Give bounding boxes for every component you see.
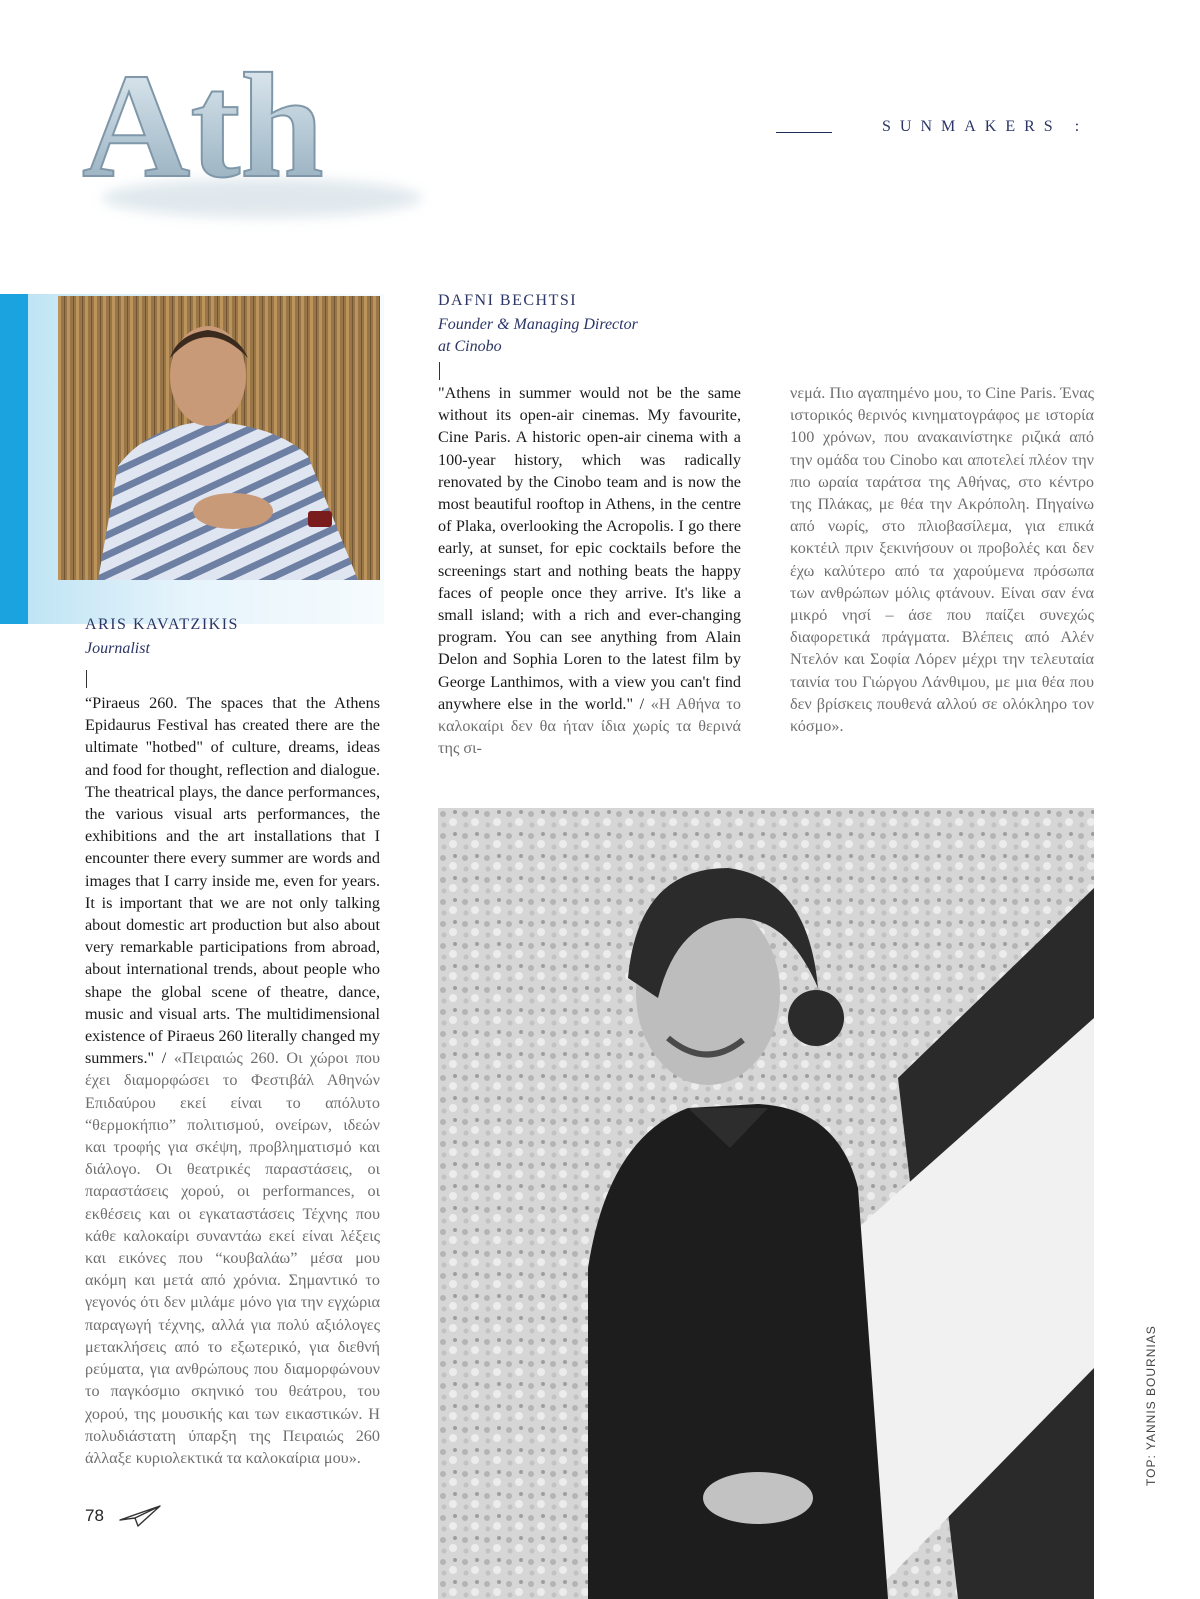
left-english-text: “Piraeus 260. The spaces that the Athens Epidaurus Festival has created there are the ultimate "hotbed" of culture, dreams, ideas and food for thought, reflection and dialogue. The theatrical plays, the dance performances, the various visual arts performances, the exhibitions and the art installations that I encounter there every summer are words and images that I carry inside me, even for years. It is important that we are not only talking about domestic art production but also about very remarkable participations from abroad, about international trends, about people who shape the global scene of theatre, dance, music and visual arts. The multidimensional existence of Piraeus 260 literally changed my summers." / xyxy=(85,694,380,1068)
byline-name-middle: DAFNI BECHTSI xyxy=(438,292,578,309)
accent-bar xyxy=(0,294,28,624)
byline-divider-left xyxy=(86,670,87,688)
byline-role-left: Journalist xyxy=(85,640,150,657)
left-greek-text: «Πειραιώς 260. Οι χώροι που έχει διαμορφώσει το Φεστιβάλ Αθηνών Επιδαύρου εκεί είναι το απόλυτο “θερμοκήπιο” πολιτισμού, ονείρων, ιδεών και τροφής για σκέψη, προβληματισμό και διάλογο. Οι θεατρικές παραστάσεις, οι παραστάσεις χορού, οι performances, οι εκθέσεις και οι εγκαταστάσεις Τέχνης που κάθε καλοκαίρι συναντάω εκεί είναι λέξεις και εικόνες που “κουβαλάω” μέσα μου ακόμη και μετά από χρόνια. Σημαντικό το γεγονός ότι δεν μιλάμε μόνο για την εγχώρια παραγωγή τέχνης, αλλά για πολύ αξιόλογες μετακλήσεις από το εξωτερικό, για διεθνή ρεύματα, για ανθρώπους που διαμορφώνουν το παγκόσμιο σκηνικό του θεάτρου, του χορού, της μουσικής και των εικαστικών. Η πολυδιάστατη ύπαρξη της Πειραιώς 260 άλλαξε κυριολεκτικά τα καλοκαίρια μου». xyxy=(85,1049,380,1467)
middle-english-text: "Athens in summer would not be the same without its open-air cinemas. My favourite, Cine Paris. A historic open-air cinema with a 100-year history, which was radically renovated by the Cinobo team and is now the most beautiful rooftop in Athens, in the centre of Plaka, overlooking the Acropolis. I go there early, at sunset, for epic cocktails before the screenings start and nothing beats the happy faces of people once they arrive. It's like a small island; with a rich and ever-changing program. You can see anything from Alain Delon and Sophia Loren to the latest film by George Lanthimos, with a view you can't find anywhere else in the world." / xyxy=(438,384,741,713)
paper-plane-icon xyxy=(118,1504,162,1528)
byline-role-middle-line1: Founder & Managing Director xyxy=(438,316,638,333)
middle-greek-text: «Η Αθήνα το καλοκαίρι δεν θα ήταν ίδια χωρίς τα θερινά της σι- xyxy=(438,694,741,758)
photo-credit: TOP: YANNIS BOURNIAS xyxy=(1144,1325,1158,1486)
byline-name-left: ARIS KAVATZIKIS xyxy=(85,616,239,633)
portrait-photo-dafni xyxy=(438,808,1094,1599)
byline-divider-middle xyxy=(439,362,440,380)
byline-role-middle-line2: at Cinobo xyxy=(438,338,502,355)
page-number: 78 xyxy=(85,1506,104,1525)
column-left-text xyxy=(85,692,380,1469)
section-label: SUNMAKERS : xyxy=(882,118,1089,135)
section-rule xyxy=(776,132,832,133)
portrait-photo-aris xyxy=(58,296,380,580)
column-middle-text xyxy=(438,382,741,759)
svg-text:Ath: Ath xyxy=(82,48,324,209)
column-right-text: νεμά. Πιο αγαπημένο μου, το Cine Paris. Ένας ιστορικός θερινός κινηματογράφος με ιστορία 100 χρόνων, που ανακαινίστηκε ριζικά από την ομάδα του Cinobo και αποτελεί πλέον την πιο ωραία ταράτσα της Αθήνας, στο κέντρο της Πλάκας, με θέα την Ακρόπολη. Πηγαίνω από νωρίς, στο πλιοβασίλεμα, για επικά κοκτέιλ πριν ξεκινήσουν οι προβολές και δεν έχω καλύτερο από τα χαρούμενα πρόσωπα των ανθρώπων μόλις φτάνουν. Είναι σαν ένα μικρό νησί – άσε που παίζει συνεχώς διαφορετικά πράγματα. Βλέπεις από Αλέν Ντελόν και Σοφία Λόρεν μέχρι την τελευταία ταινία του Γιώργου Λάνθιμου, με μια θέα που δεν βρίσκεις πουθενά αλλού σε ολόκληρο τον κόσμο». xyxy=(790,384,1094,736)
ath-logo xyxy=(82,48,432,238)
